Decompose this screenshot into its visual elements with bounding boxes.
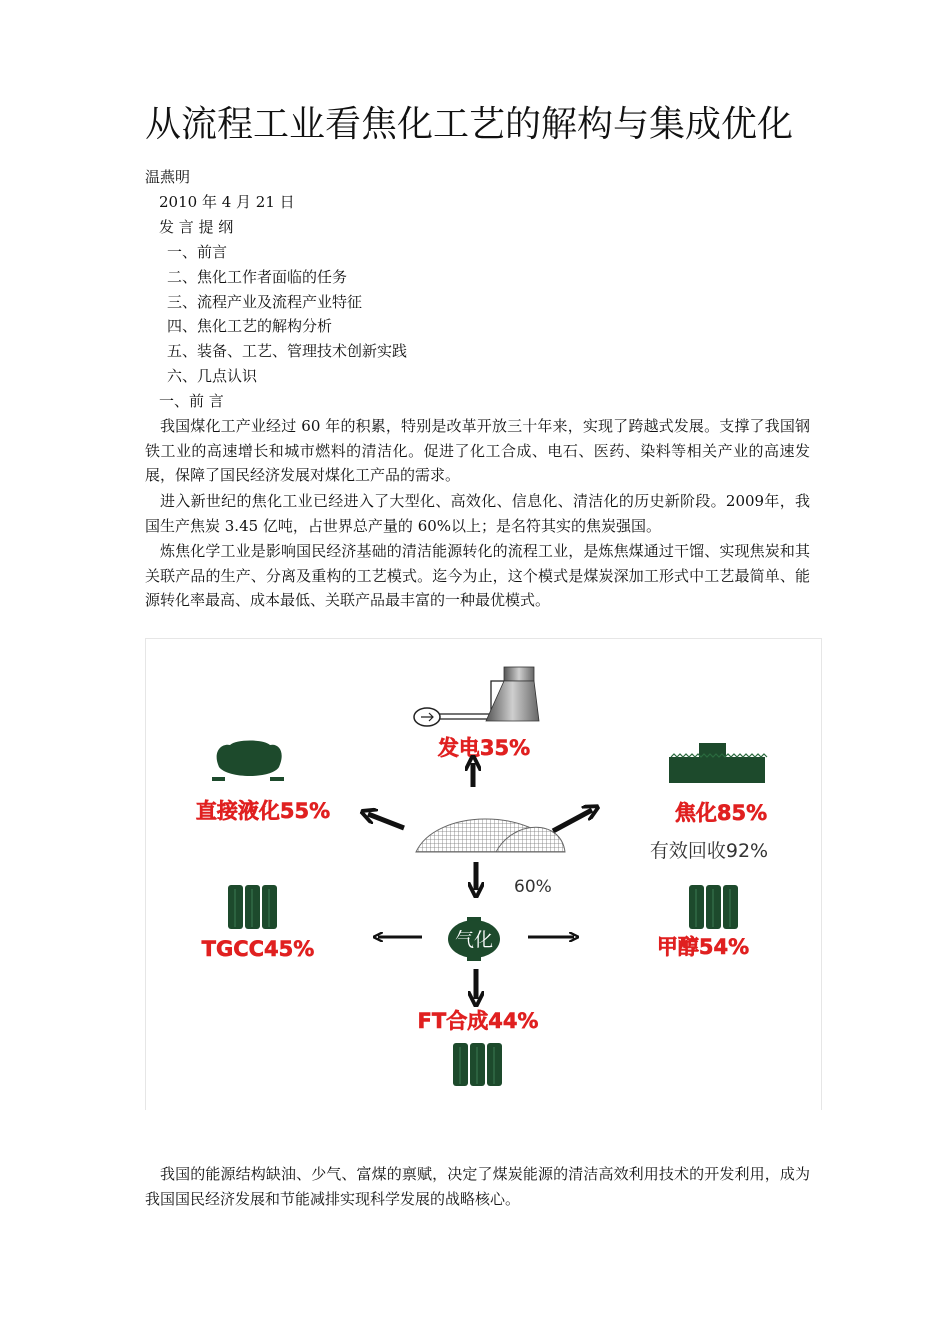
document-title: 从流程工业看焦化工艺的解构与集成优化 bbox=[145, 104, 794, 145]
tgcc-tanks-icon bbox=[228, 885, 277, 929]
share-label: 60% bbox=[514, 877, 552, 897]
outline-item: 六、几点认识 bbox=[167, 367, 258, 385]
methanol-tanks-icon bbox=[689, 885, 738, 929]
methanol-label: 甲醇54% bbox=[656, 935, 750, 959]
coke-oven-icon bbox=[669, 743, 767, 783]
outline-item: 一、前言 bbox=[167, 243, 228, 261]
liquefaction-reactor-icon bbox=[212, 741, 284, 782]
outline-heading: 发 言 提 纲 bbox=[159, 218, 234, 236]
coal-pile-icon bbox=[416, 819, 582, 852]
closing-paragraph: 我国的能源结构缺油、少气、富煤的禀赋，决定了煤炭能源的清洁高效利用技术的开发利用，成为我国国民经济发展和节能减排实现科学发展的战略核心。 bbox=[145, 1165, 810, 1208]
date: 2010 年 4 月 21 日 bbox=[159, 193, 295, 211]
tgcc-label: TGCC45% bbox=[201, 937, 315, 961]
outline-item: 四、焦化工艺的解构分析 bbox=[167, 317, 333, 335]
outline-item: 二、焦化工作者面临的任务 bbox=[167, 268, 348, 286]
coal-conversion-diagram bbox=[145, 638, 822, 1110]
liquefaction-label: 直接液化55% bbox=[195, 799, 331, 823]
ft-label: FT合成44% bbox=[417, 1009, 539, 1033]
section-heading: 一、前 言 bbox=[159, 392, 224, 410]
power-label: 发电35% bbox=[437, 736, 531, 760]
arrow-up-right bbox=[553, 810, 592, 831]
author: 温燕明 bbox=[145, 168, 191, 186]
paragraph: 炼焦化学工业是影响国民经济基础的清洁能源转化的流程工业，是炼焦煤通过干馏、实现焦炭和其关联产品的生产、分离及重构的工艺模式。迄今为止，这个模式是煤炭深加工形式中工艺最简单、能源转化率最高、成本最低、关联产品最丰富的一种最优模式。 bbox=[145, 542, 810, 609]
paragraph: 我国煤化工产业经过 60 年的积累，特别是改革开放三十年来，实现了跨越式发展。支撑了我国钢铁工业的高速增长和城市燃料的清洁化。促进了化工合成、电石、医药、染料等相关产业的高速发展，保障了国民经济发展对煤化工产品的需求。 bbox=[145, 417, 810, 484]
power-plant-icon bbox=[414, 667, 539, 726]
arrow-up-left bbox=[368, 814, 404, 828]
ft-tanks-icon bbox=[453, 1043, 502, 1086]
paragraph: 进入新世纪的焦化工业已经进入了大型化、高效化、信息化、清洁化的历史新阶段。2009年，我国生产焦炭 3.45 亿吨，占世界总产量的 60%以上；是名符其实的焦炭强国。 bbox=[145, 492, 810, 535]
outline-item: 三、流程产业及流程产业特征 bbox=[167, 293, 363, 311]
coking-label: 焦化85% bbox=[674, 801, 768, 825]
gasification-label: 气化 bbox=[454, 929, 494, 951]
recovery-label: 有效回收92% bbox=[649, 840, 769, 862]
outline-item: 五、装备、工艺、管理技术创新实践 bbox=[167, 342, 408, 360]
